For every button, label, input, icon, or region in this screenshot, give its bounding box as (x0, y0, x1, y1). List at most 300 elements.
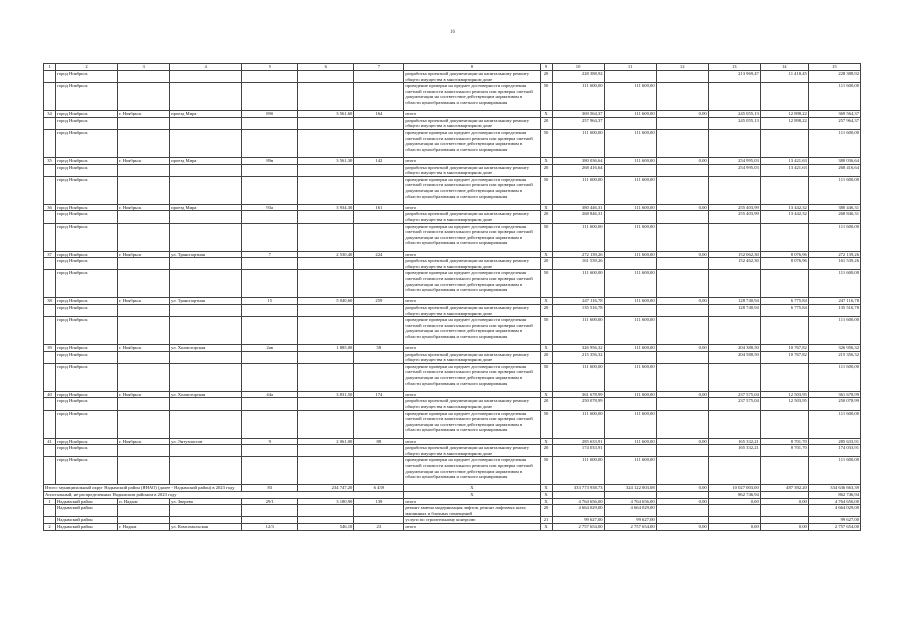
cell-c11 (604, 445, 656, 457)
cell-c5: 89б (242, 111, 298, 118)
cell-c4: ул. Транспортная (170, 251, 242, 258)
cell-c2: город Ноябрьск (56, 117, 118, 129)
cell-c5 (242, 211, 298, 223)
cell-c2: город Ноябрьск (56, 298, 118, 305)
cell-c1: 35 (44, 157, 56, 164)
cell-c12 (656, 457, 708, 485)
cell-c13: 204 588,50 (708, 351, 760, 363)
cell-c7 (354, 317, 404, 345)
cell-c5 (242, 317, 298, 345)
cell-c3: г. Ноябрьск (118, 298, 170, 305)
cell-c6: 1 885,00 (298, 345, 354, 352)
cell-c5: 93а (242, 204, 298, 211)
cell-c11: 111 600,00 (604, 83, 656, 111)
table-row (44, 398, 861, 410)
cell-c8: разработка проектной документации на капитальному ремонту общего имущества в многоквартирном доме (404, 117, 540, 129)
cell-c7: 161 (354, 204, 404, 211)
table-row (44, 345, 861, 352)
cell-c14: 10 767,82 (760, 345, 808, 352)
cell-c13 (708, 270, 760, 298)
cell-c7 (354, 71, 404, 83)
cell-c12 (656, 363, 708, 391)
table-row (44, 223, 861, 251)
cell-c2: город Ноябрьск (56, 445, 118, 457)
cell-c9: 50 (540, 317, 552, 345)
table-row (44, 71, 861, 83)
cell-c9: 20 (540, 258, 552, 270)
cell-c10: 268 846,31 (552, 211, 604, 223)
cell-c13 (708, 223, 760, 251)
cell-c14: 8 076,96 (760, 258, 808, 270)
cell-c15: 174 033,91 (808, 445, 860, 457)
cell-c14 (760, 223, 808, 251)
cell-c13: 152 462,30 (708, 258, 760, 270)
cell-c15: 268 846,31 (808, 211, 860, 223)
cell-c8: итого (404, 498, 540, 505)
cell-c15: 250 078,99 (808, 398, 860, 410)
cell-c15: 4 664 029,00 (808, 505, 860, 517)
table-row (44, 457, 861, 485)
cell-c8: разработка проектной документации на капитальному ремонту общего имущества в многоквартирном доме (404, 258, 540, 270)
cell-c1: 34 (44, 111, 56, 118)
cell-c13: 245 055,13 (708, 117, 760, 129)
cell-c10: 4 764 656,00 (552, 498, 604, 505)
cell-c14: 8 701,70 (760, 438, 808, 445)
section-label: Асистальный, не распределенных Надымском районом в 2023 году (44, 492, 404, 499)
cell-c3 (118, 351, 170, 363)
cell-c13: 152 062,30 (708, 251, 760, 258)
cell-c14: 6 775,84 (760, 304, 808, 316)
cell-c6 (298, 270, 354, 298)
cell-c12 (656, 270, 708, 298)
cell-c5: 15 (242, 298, 298, 305)
cell-c13: 128 740,94 (708, 298, 760, 305)
cell-c3 (118, 83, 170, 111)
cell-c6 (298, 410, 354, 438)
cell-c14: 0,00 (760, 498, 808, 505)
table-body (44, 64, 861, 531)
cell-c12 (656, 410, 708, 438)
section-row (44, 492, 861, 499)
cell-c8: разработка проектной документации на капитальному ремонту общего имущества в многоквартирном доме (404, 164, 540, 176)
cell-c14 (760, 83, 808, 111)
table-row (44, 258, 861, 270)
cell-c7: 259 (354, 298, 404, 305)
cell-c4 (170, 398, 242, 410)
column-number-row (44, 64, 861, 71)
table-row (44, 129, 861, 157)
cell-c6: 3 934,30 (298, 204, 354, 211)
cell-c2: Надымский район (56, 498, 118, 505)
cell-c10: 247 116,78 (552, 298, 604, 305)
cell-c11: 111 600,00 (604, 270, 656, 298)
cell-c13 (708, 363, 760, 391)
cell-c3: г. Ноябрьск (118, 111, 170, 118)
cell-c10: 380 036,64 (552, 157, 604, 164)
cell-c8: проведение проверки на предмет достоверности определения сметной стоимости капитального ремонта или проверка сметной документации на соответствие действующим нормативам в области ценообразования и сметного нормирования (404, 317, 540, 345)
cell-c12 (656, 258, 708, 270)
cell-c10: 111 600,00 (552, 363, 604, 391)
table-row (44, 498, 861, 505)
cell-c4: ул. Холмогорская (170, 345, 242, 352)
cell-c12 (656, 117, 708, 129)
cell-c2: город Ноябрьск (56, 258, 118, 270)
cell-c15: 228 388,92 (808, 71, 860, 83)
cell-c6 (298, 176, 354, 204)
cell-c14: 6 775,84 (760, 298, 808, 305)
cell-c11: 2 757 654,00 (604, 524, 656, 531)
cell-c12: 0,00 (656, 251, 708, 258)
cell-c4 (170, 83, 242, 111)
cell-c9: 50 (540, 410, 552, 438)
cell-c6 (298, 117, 354, 129)
cell-c1 (44, 83, 56, 111)
cell-c12 (656, 83, 708, 111)
cell-c1 (44, 176, 56, 204)
cell-c11: 111 600,00 (604, 410, 656, 438)
cell-c6 (298, 304, 354, 316)
cell-c6 (298, 505, 354, 517)
repair-program-table (43, 63, 861, 531)
cell-c13 (708, 457, 760, 485)
cell-c4 (170, 223, 242, 251)
cell-c9: 50 (540, 176, 552, 204)
cell-c12 (656, 176, 708, 204)
cell-c1 (44, 398, 56, 410)
cell-c3 (118, 71, 170, 83)
cell-c15: 285 633,91 (808, 438, 860, 445)
cell-c10: 2 757 654,00 (552, 524, 604, 531)
cell-c13 (708, 517, 760, 524)
cell-c11: 111 600,00 (604, 438, 656, 445)
cell-c3: г. Ноябрьск (118, 391, 170, 398)
column-number-5: 5 (242, 64, 298, 71)
cell-c13: 255 403,99 (708, 211, 760, 223)
cell-c10: 250 078,99 (552, 398, 604, 410)
cell-c15: 135 516,78 (808, 304, 860, 316)
cell-c11 (604, 258, 656, 270)
cell-c15: 99 627,00 (808, 517, 860, 524)
cell-c1 (44, 410, 56, 438)
table-row (44, 211, 861, 223)
cell-c5 (242, 258, 298, 270)
cell-c10: 111 600,00 (552, 176, 604, 204)
cell-c7 (354, 83, 404, 111)
total-c8: X (404, 485, 540, 492)
cell-c13 (708, 83, 760, 111)
table-row (44, 438, 861, 445)
cell-c9: 20 (540, 117, 552, 129)
cell-c15: 380 446,31 (808, 204, 860, 211)
cell-c10: 174 033,91 (552, 445, 604, 457)
cell-c3 (118, 363, 170, 391)
cell-c5 (242, 304, 298, 316)
cell-c13: 237 575,04 (708, 398, 760, 410)
cell-c13: 0,00 (708, 524, 760, 531)
cell-c9: 50 (540, 363, 552, 391)
cell-c6: 3 180,90 (298, 498, 354, 505)
cell-c4: ул. Комсомольская (170, 524, 242, 531)
cell-c15: 111 600,00 (808, 270, 860, 298)
cell-c8: проведение проверки на предмет достоверности определения сметной стоимости капитального ремонта или проверка сметной документации на соответствие действующим нормативам в области ценообразования и сметного нормирования (404, 270, 540, 298)
cell-c2: город Ноябрьск (56, 164, 118, 176)
cell-c6 (298, 317, 354, 345)
cell-c12: 0,00 (656, 498, 708, 505)
cell-c12 (656, 304, 708, 316)
column-number-6: 6 (298, 64, 354, 71)
cell-c5: 7 (242, 251, 298, 258)
cell-c14: 11 418,45 (760, 71, 808, 83)
cell-c1: 40 (44, 391, 56, 398)
cell-c7 (354, 164, 404, 176)
section-c12 (656, 492, 708, 499)
cell-c10: 380 446,31 (552, 204, 604, 211)
cell-c14 (760, 129, 808, 157)
cell-c9: 20 (540, 505, 552, 517)
cell-c1 (44, 351, 56, 363)
cell-c4: ул. Холмогорская (170, 391, 242, 398)
cell-c1 (44, 211, 56, 223)
column-number-9: 9 (540, 64, 552, 71)
cell-c11 (604, 304, 656, 316)
cell-c4 (170, 410, 242, 438)
cell-c7: 23 (354, 524, 404, 531)
cell-c2: Надымский район (56, 505, 118, 517)
cell-c9: 20 (540, 398, 552, 410)
cell-c6: 546,10 (298, 524, 354, 531)
cell-c6: 2 061,00 (298, 438, 354, 445)
table-row (44, 524, 861, 531)
cell-c11 (604, 211, 656, 223)
cell-c7 (354, 117, 404, 129)
total-c15: 334 636 663,39 (808, 485, 860, 492)
cell-c4 (170, 258, 242, 270)
cell-c12 (656, 129, 708, 157)
cell-c13: 213 969,47 (708, 71, 760, 83)
cell-c5 (242, 83, 298, 111)
cell-c7 (354, 505, 404, 517)
cell-c3 (118, 398, 170, 410)
cell-c1 (44, 317, 56, 345)
cell-c13 (708, 410, 760, 438)
cell-c14: 0,00 (760, 524, 808, 531)
cell-c6: 3 831,50 (298, 391, 354, 398)
cell-c5: 2ав (242, 345, 298, 352)
cell-c12: 0,00 (656, 298, 708, 305)
cell-c11: 111 600,00 (604, 223, 656, 251)
table-row (44, 204, 861, 211)
cell-c1 (44, 457, 56, 485)
table-row (44, 157, 861, 164)
cell-c7 (354, 351, 404, 363)
cell-c9: 20 (540, 211, 552, 223)
cell-c8: итого (404, 157, 540, 164)
cell-c1 (44, 129, 56, 157)
cell-c4 (170, 71, 242, 83)
cell-c11 (604, 71, 656, 83)
cell-c1: 41 (44, 438, 56, 445)
cell-c6 (298, 517, 354, 524)
cell-c5 (242, 223, 298, 251)
cell-c10: 257 964,37 (552, 117, 604, 129)
cell-c2: город Ноябрьск (56, 211, 118, 223)
cell-c10: 111 600,00 (552, 223, 604, 251)
section-c10 (552, 492, 604, 499)
cell-c10: 215 356,32 (552, 351, 604, 363)
cell-c3 (118, 457, 170, 485)
cell-c12: 0,00 (656, 438, 708, 445)
cell-c13: 255 403,99 (708, 204, 760, 211)
cell-c7 (354, 258, 404, 270)
cell-c14: 13 442,32 (760, 211, 808, 223)
cell-c14 (760, 517, 808, 524)
cell-c14 (760, 317, 808, 345)
cell-c10: 361 678,99 (552, 391, 604, 398)
cell-c12: 0,00 (656, 391, 708, 398)
cell-c5: 9 (242, 438, 298, 445)
cell-c13: 254 995,03 (708, 157, 760, 164)
cell-c1: 36 (44, 204, 56, 211)
cell-c9: 20 (540, 164, 552, 176)
cell-c8: разработка проектной документации на капитальному ремонту общего имущества в многоквартирном доме (404, 398, 540, 410)
cell-c9: 50 (540, 457, 552, 485)
cell-c15: 111 600,00 (808, 457, 860, 485)
cell-c6 (298, 445, 354, 457)
cell-c8: разработка проектной документации на капитальному ремонту общего имущества в многоквартирном доме (404, 304, 540, 316)
total-c11: 324 122 003,08 (604, 485, 656, 492)
cell-c1: 39 (44, 345, 56, 352)
cell-c7 (354, 410, 404, 438)
cell-c7 (354, 304, 404, 316)
cell-c10: 111 600,00 (552, 83, 604, 111)
cell-c13: 0,00 (708, 498, 760, 505)
cell-c11: 99 627,00 (604, 517, 656, 524)
cell-c12 (656, 71, 708, 83)
cell-c2: город Ноябрьск (56, 410, 118, 438)
table-row (44, 391, 861, 398)
cell-c14 (760, 363, 808, 391)
table-row (44, 117, 861, 129)
cell-c12: 0,00 (656, 111, 708, 118)
cell-c6 (298, 71, 354, 83)
cell-c1 (44, 223, 56, 251)
cell-c14: 12 503,95 (760, 391, 808, 398)
cell-c1: 38 (44, 298, 56, 305)
cell-c2: город Ноябрьск (56, 345, 118, 352)
cell-c8: итого (404, 204, 540, 211)
table-row (44, 111, 861, 118)
cell-c4: ул. Энтузиастов (170, 438, 242, 445)
cell-c4: ул. Зверева (170, 498, 242, 505)
cell-c5 (242, 457, 298, 485)
cell-c1: 2 (44, 524, 56, 531)
cell-c2: город Ноябрьск (56, 398, 118, 410)
cell-c3 (118, 129, 170, 157)
total-c7: 6 439 (354, 485, 404, 492)
cell-c15: 272 139,26 (808, 251, 860, 258)
cell-c12 (656, 517, 708, 524)
cell-c15: 380 036,64 (808, 157, 860, 164)
cell-c13 (708, 505, 760, 517)
cell-c5 (242, 363, 298, 391)
cell-c9: 50 (540, 270, 552, 298)
cell-c1 (44, 71, 56, 83)
cell-c9: X (540, 345, 552, 352)
cell-c6 (298, 363, 354, 391)
cell-c15: 111 600,00 (808, 83, 860, 111)
cell-c5: 44а (242, 391, 298, 398)
cell-c3 (118, 410, 170, 438)
cell-c11: 111 600,00 (604, 345, 656, 352)
cell-c12 (656, 398, 708, 410)
cell-c8: проведение проверки на предмет достоверности определения сметной стоимости капитального ремонта или проверка сметной документации на соответствие действующим нормативам в области ценообразования и сметного нормирования (404, 83, 540, 111)
cell-c11: 111 600,00 (604, 176, 656, 204)
district-total-row (44, 485, 861, 492)
cell-c14 (760, 505, 808, 517)
cell-c6: 3 561,30 (298, 157, 354, 164)
cell-c9: 20 (540, 351, 552, 363)
cell-c9: X (540, 251, 552, 258)
cell-c3: г. Ноябрьск (118, 251, 170, 258)
cell-c12 (656, 317, 708, 345)
cell-c7 (354, 129, 404, 157)
cell-c10: 111 600,00 (552, 457, 604, 485)
cell-c7: 174 (354, 391, 404, 398)
cell-c5 (242, 517, 298, 524)
table-row (44, 164, 861, 176)
cell-c9: X (540, 524, 552, 531)
table-row (44, 505, 861, 517)
section-c8: X (404, 492, 540, 499)
cell-c8: разработка проектной документации на капитальному ремонту общего имущества в многоквартирном доме (404, 445, 540, 457)
table-row (44, 304, 861, 316)
cell-c8: проведение проверки на предмет достоверности определения сметной стоимости капитального ремонта или проверка сметной документации на соответствие действующим нормативам в области ценообразования и сметного нормирования (404, 176, 540, 204)
cell-c8: разработка проектной документации на капитальному ремонту общего имущества в многоквартирном доме (404, 211, 540, 223)
cell-c7: 224 (354, 251, 404, 258)
cell-c13: 245 055,13 (708, 111, 760, 118)
cell-c11: 111 600,00 (604, 251, 656, 258)
cell-c15: 111 600,00 (808, 176, 860, 204)
cell-c4: проезд Мира (170, 111, 242, 118)
cell-c4: проезд Мира (170, 157, 242, 164)
cell-c3: г. Ноябрьск (118, 204, 170, 211)
cell-c7 (354, 517, 404, 524)
cell-c2: город Ноябрьск (56, 204, 118, 211)
cell-c12 (656, 505, 708, 517)
cell-c15: 161 539,26 (808, 258, 860, 270)
cell-c10: 111 600,00 (552, 270, 604, 298)
total-c14: 487 392,20 (760, 485, 808, 492)
cell-c11 (604, 351, 656, 363)
cell-c12: 0,00 (656, 157, 708, 164)
table-row (44, 176, 861, 204)
cell-c11: 111 600,00 (604, 129, 656, 157)
cell-c14: 12 503,95 (760, 398, 808, 410)
cell-c3: г. Ноябрьск (118, 438, 170, 445)
column-number-15: 15 (808, 64, 860, 71)
cell-c11 (604, 398, 656, 410)
cell-c3: г. Надым (118, 524, 170, 531)
cell-c14: 13 421,63 (760, 157, 808, 164)
cell-c14 (760, 270, 808, 298)
cell-c5 (242, 410, 298, 438)
cell-c9: X (540, 204, 552, 211)
cell-c2: город Ноябрьск (56, 317, 118, 345)
section-c11 (604, 492, 656, 499)
cell-c7 (354, 363, 404, 391)
section-c9: X (540, 492, 552, 499)
cell-c8: проведение проверки на предмет достоверности определения сметной стоимости капитального ремонта или проверка сметной документации на соответствие действующим нормативам в области ценообразования и сметного нормирования (404, 410, 540, 438)
